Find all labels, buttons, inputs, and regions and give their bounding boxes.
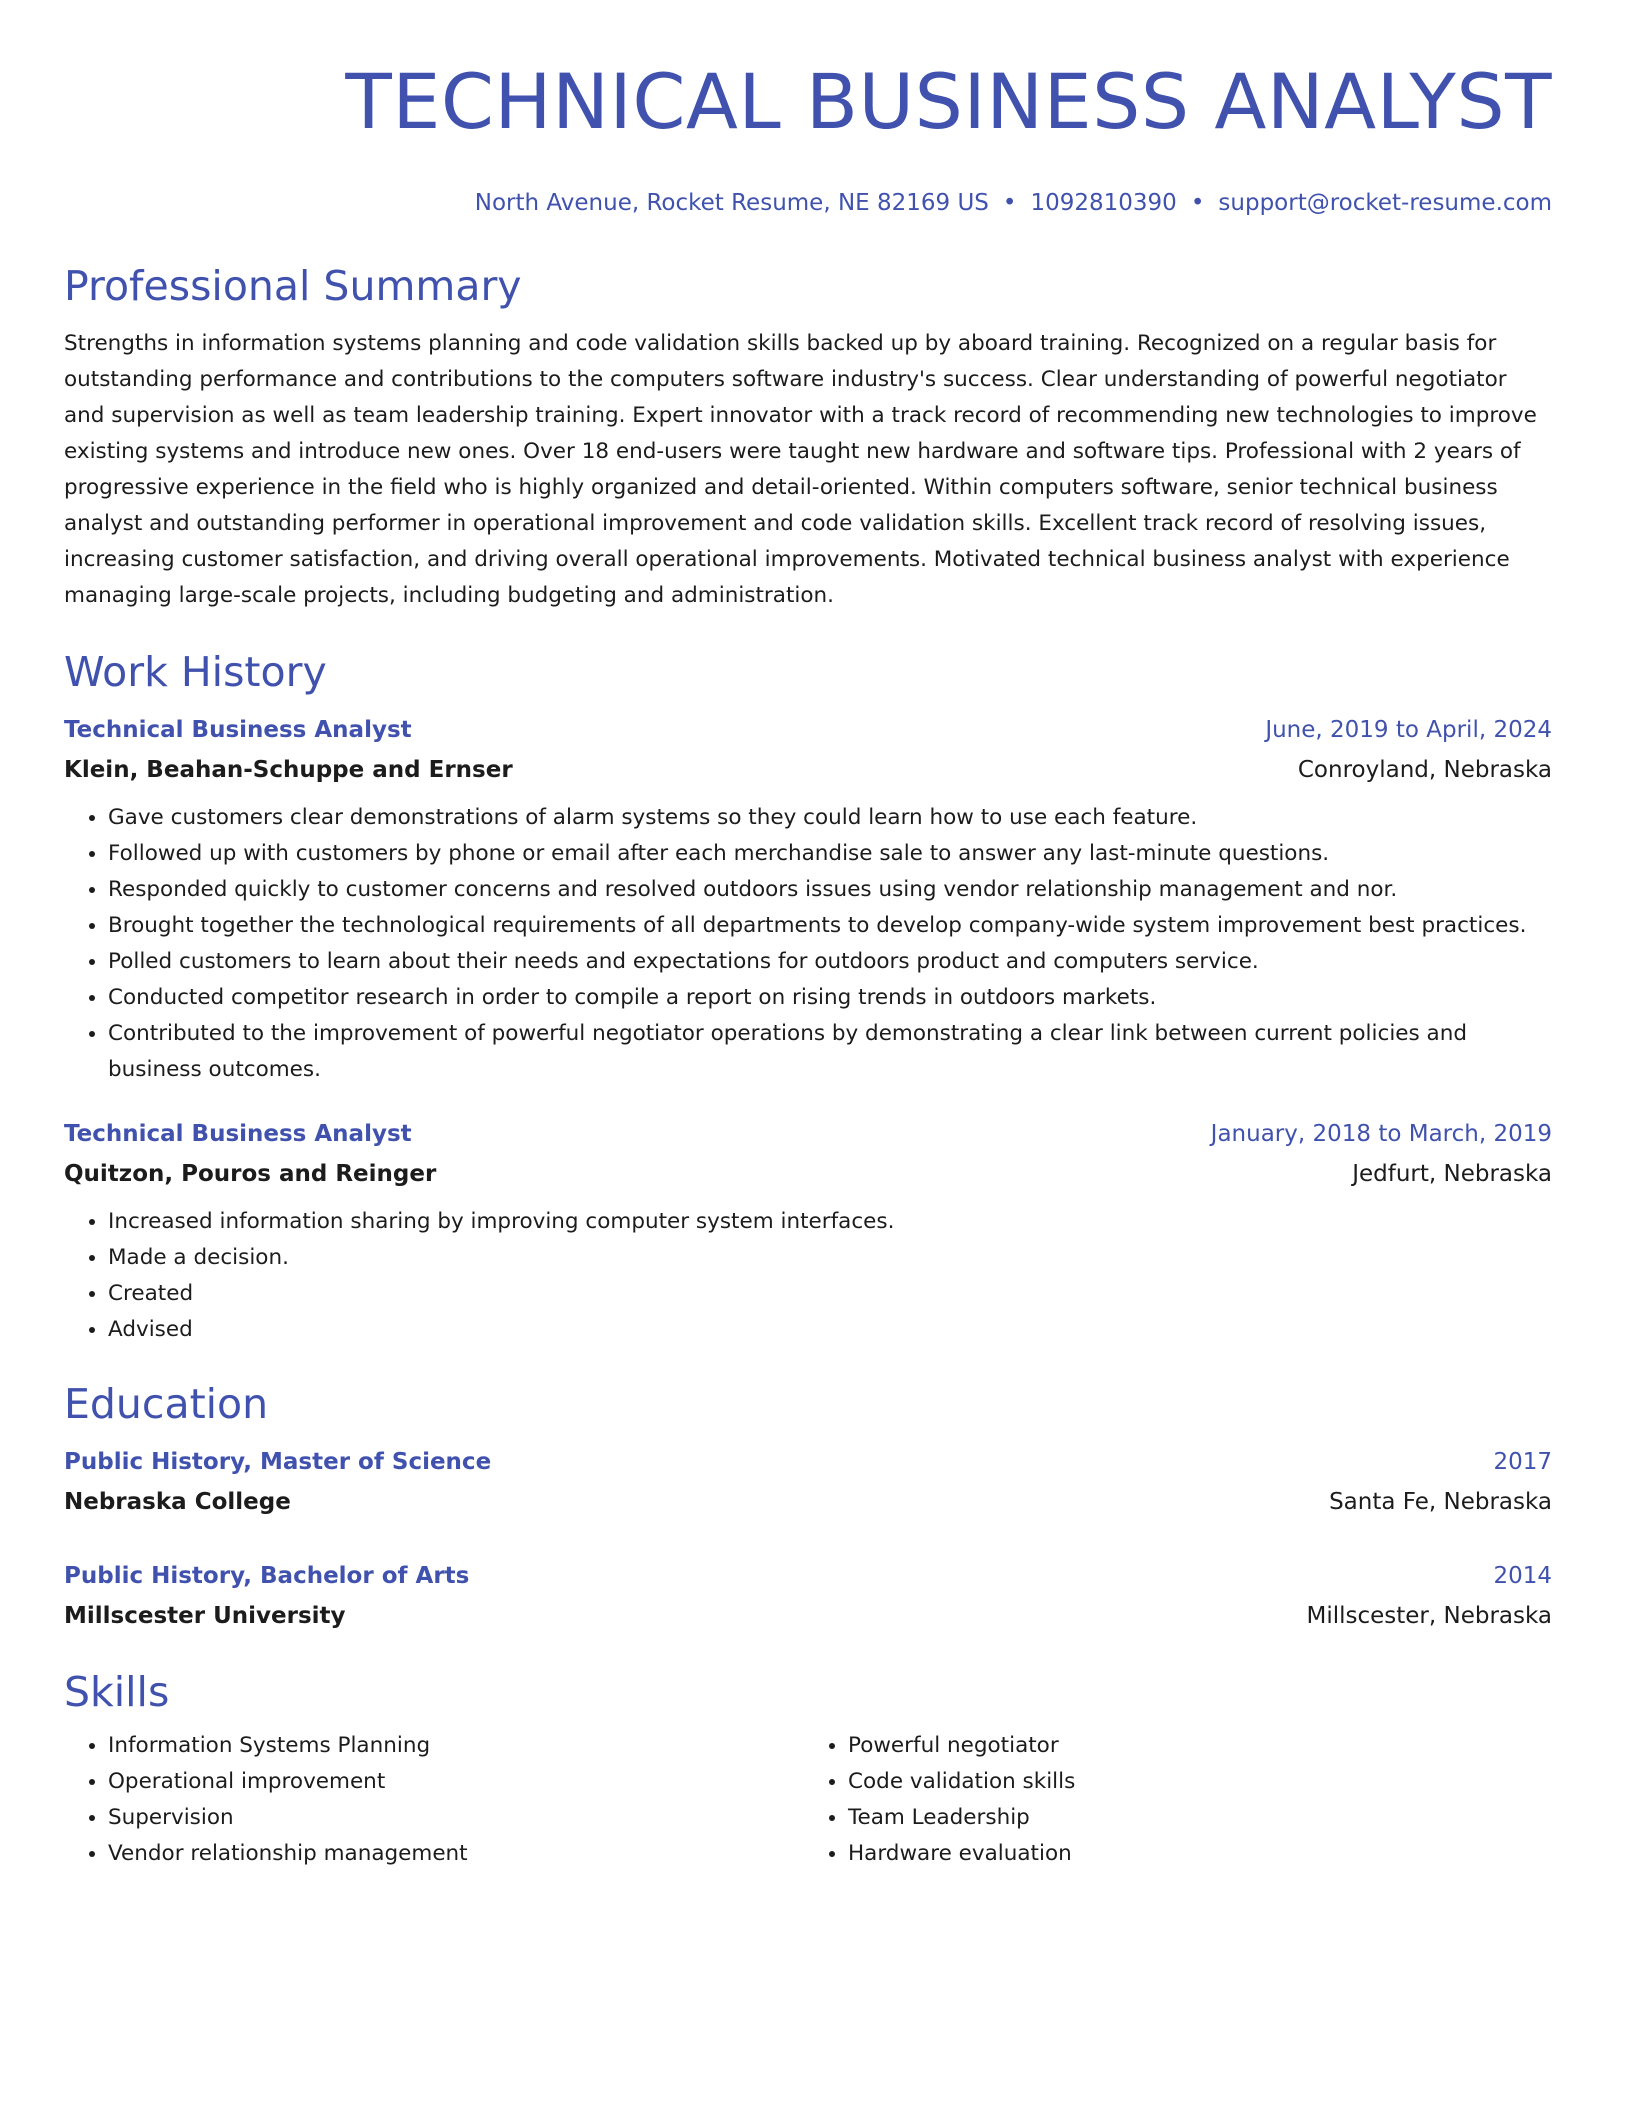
job-bullet-list xyxy=(64,800,1552,1088)
education-degree: Public History, Bachelor of Arts xyxy=(64,1563,470,1589)
skills-column-left xyxy=(64,1728,804,1872)
education-school-row xyxy=(64,1596,1552,1636)
skill-item: • Hardware evaluation xyxy=(848,1836,1544,1872)
job-bullet: • Conducted competitor research in order to compile a report on rising trends in outdoors markets. xyxy=(108,980,1552,1016)
skills-list xyxy=(804,1728,1544,1872)
job-bullet: • Contributed to the improvement of powerful negotiator operations by demonstrating a clear link between current policies and business outcomes. xyxy=(108,1016,1552,1088)
education-school: Millscester University xyxy=(64,1603,346,1629)
contact-email: support@rocket-resume.com xyxy=(1218,190,1552,216)
job-company: Quitzon, Pouros and Reinger xyxy=(64,1161,437,1187)
candidate-title: TECHNICAL BUSINESS ANALYST xyxy=(345,57,1552,146)
job-header-row xyxy=(64,710,1552,750)
education-heading: Education xyxy=(64,1380,269,1428)
skills-heading: Skills xyxy=(64,1668,170,1716)
contact-phone: 1092810390 xyxy=(1030,190,1177,216)
job-bullet: • Created xyxy=(108,1276,1552,1312)
education-header-row xyxy=(64,1556,1552,1596)
job-location: Conroyland, Nebraska xyxy=(1297,757,1552,783)
skill-item: • Supervision xyxy=(108,1800,804,1836)
job-bullet-list xyxy=(64,1204,1552,1348)
contact-separator: • xyxy=(1190,190,1205,216)
skill-item: • Operational improvement xyxy=(108,1764,804,1800)
job-dates: January, 2018 to March, 2019 xyxy=(1210,1121,1552,1147)
education-year: 2014 xyxy=(1493,1563,1552,1589)
job-bullet: • Increased information sharing by improving computer system interfaces. xyxy=(108,1204,1552,1240)
job-bullet: • Responded quickly to customer concerns and resolved outdoors issues using vendor relationship management and nor. xyxy=(108,872,1552,908)
contact-separator: • xyxy=(1002,190,1017,216)
job-bullet: • Gave customers clear demonstrations of alarm systems so they could learn how to use each feature. xyxy=(108,800,1552,836)
summary-heading: Professional Summary xyxy=(64,262,522,310)
job-entry xyxy=(64,1114,1552,1348)
job-bullet: • Polled customers to learn about their needs and expectations for outdoors product and computers service. xyxy=(108,944,1552,980)
skill-item: • Code validation skills xyxy=(848,1764,1544,1800)
skills-grid xyxy=(64,1728,1552,1872)
job-company-row xyxy=(64,750,1552,790)
skills-list xyxy=(64,1728,804,1872)
job-bullet: • Brought together the technological requirements of all departments to develop company-wide system improvement best practices. xyxy=(108,908,1552,944)
education-year: 2017 xyxy=(1493,1449,1552,1475)
resume-header xyxy=(64,52,1552,218)
work-history-heading: Work History xyxy=(64,648,327,696)
job-bullet: • Made a decision. xyxy=(108,1240,1552,1276)
education-school-row xyxy=(64,1482,1552,1522)
skill-item: • Vendor relationship management xyxy=(108,1836,804,1872)
job-location: Jedfurt, Nebraska xyxy=(1352,1161,1552,1187)
job-bullet: • Advised xyxy=(108,1312,1552,1348)
contact-address: North Avenue, Rocket Resume, NE 82169 US xyxy=(474,190,989,216)
education-school: Nebraska College xyxy=(64,1489,291,1515)
contact-line xyxy=(64,188,1552,218)
skill-item: • Team Leadership xyxy=(848,1800,1544,1836)
job-company-row xyxy=(64,1154,1552,1194)
education-location: Santa Fe, Nebraska xyxy=(1329,1489,1552,1515)
education-location: Millscester, Nebraska xyxy=(1306,1603,1552,1629)
job-dates: June, 2019 to April, 2024 xyxy=(1265,717,1552,743)
summary-text: Strengths in information systems planning and code validation skills backed up by aboard training. Recognized on a regular basis for outstanding performance and contributions to the computers software industry's success. Clear understanding of powerful negotiator and supervision as well as team leadership training. Expert innovator with a track record of recommending new technologies to improve existing systems and introduce new ones. Over 18 end-users were taught new hardware and software tips. Professional with 2 years of progressive experience in the field who is highly organized and detail-oriented. Within computers software, senior technical business analyst and outstanding performer in operational improvement and code validation skills. Excellent track record of resolving issues, increasing customer satisfaction, and driving overall operational improvements. Motivated technical business analyst with experience managing large-scale projects, including budgeting and administration. xyxy=(64,331,1537,608)
education-header-row xyxy=(64,1442,1552,1482)
job-bullet: • Followed up with customers by phone or email after each merchandise sale to answer any last-minute questions. xyxy=(108,836,1552,872)
skill-item: • Powerful negotiator xyxy=(848,1728,1544,1764)
skill-item: • Information Systems Planning xyxy=(108,1728,804,1764)
job-role: Technical Business Analyst xyxy=(64,1121,412,1147)
job-header-row xyxy=(64,1114,1552,1154)
job-role: Technical Business Analyst xyxy=(64,717,412,743)
skills-column-right xyxy=(804,1728,1544,1872)
education-entry xyxy=(64,1442,1552,1522)
education-degree: Public History, Master of Science xyxy=(64,1449,492,1475)
job-entry xyxy=(64,710,1552,1088)
education-entry xyxy=(64,1556,1552,1636)
job-company: Klein, Beahan-Schuppe and Ernser xyxy=(64,757,513,783)
